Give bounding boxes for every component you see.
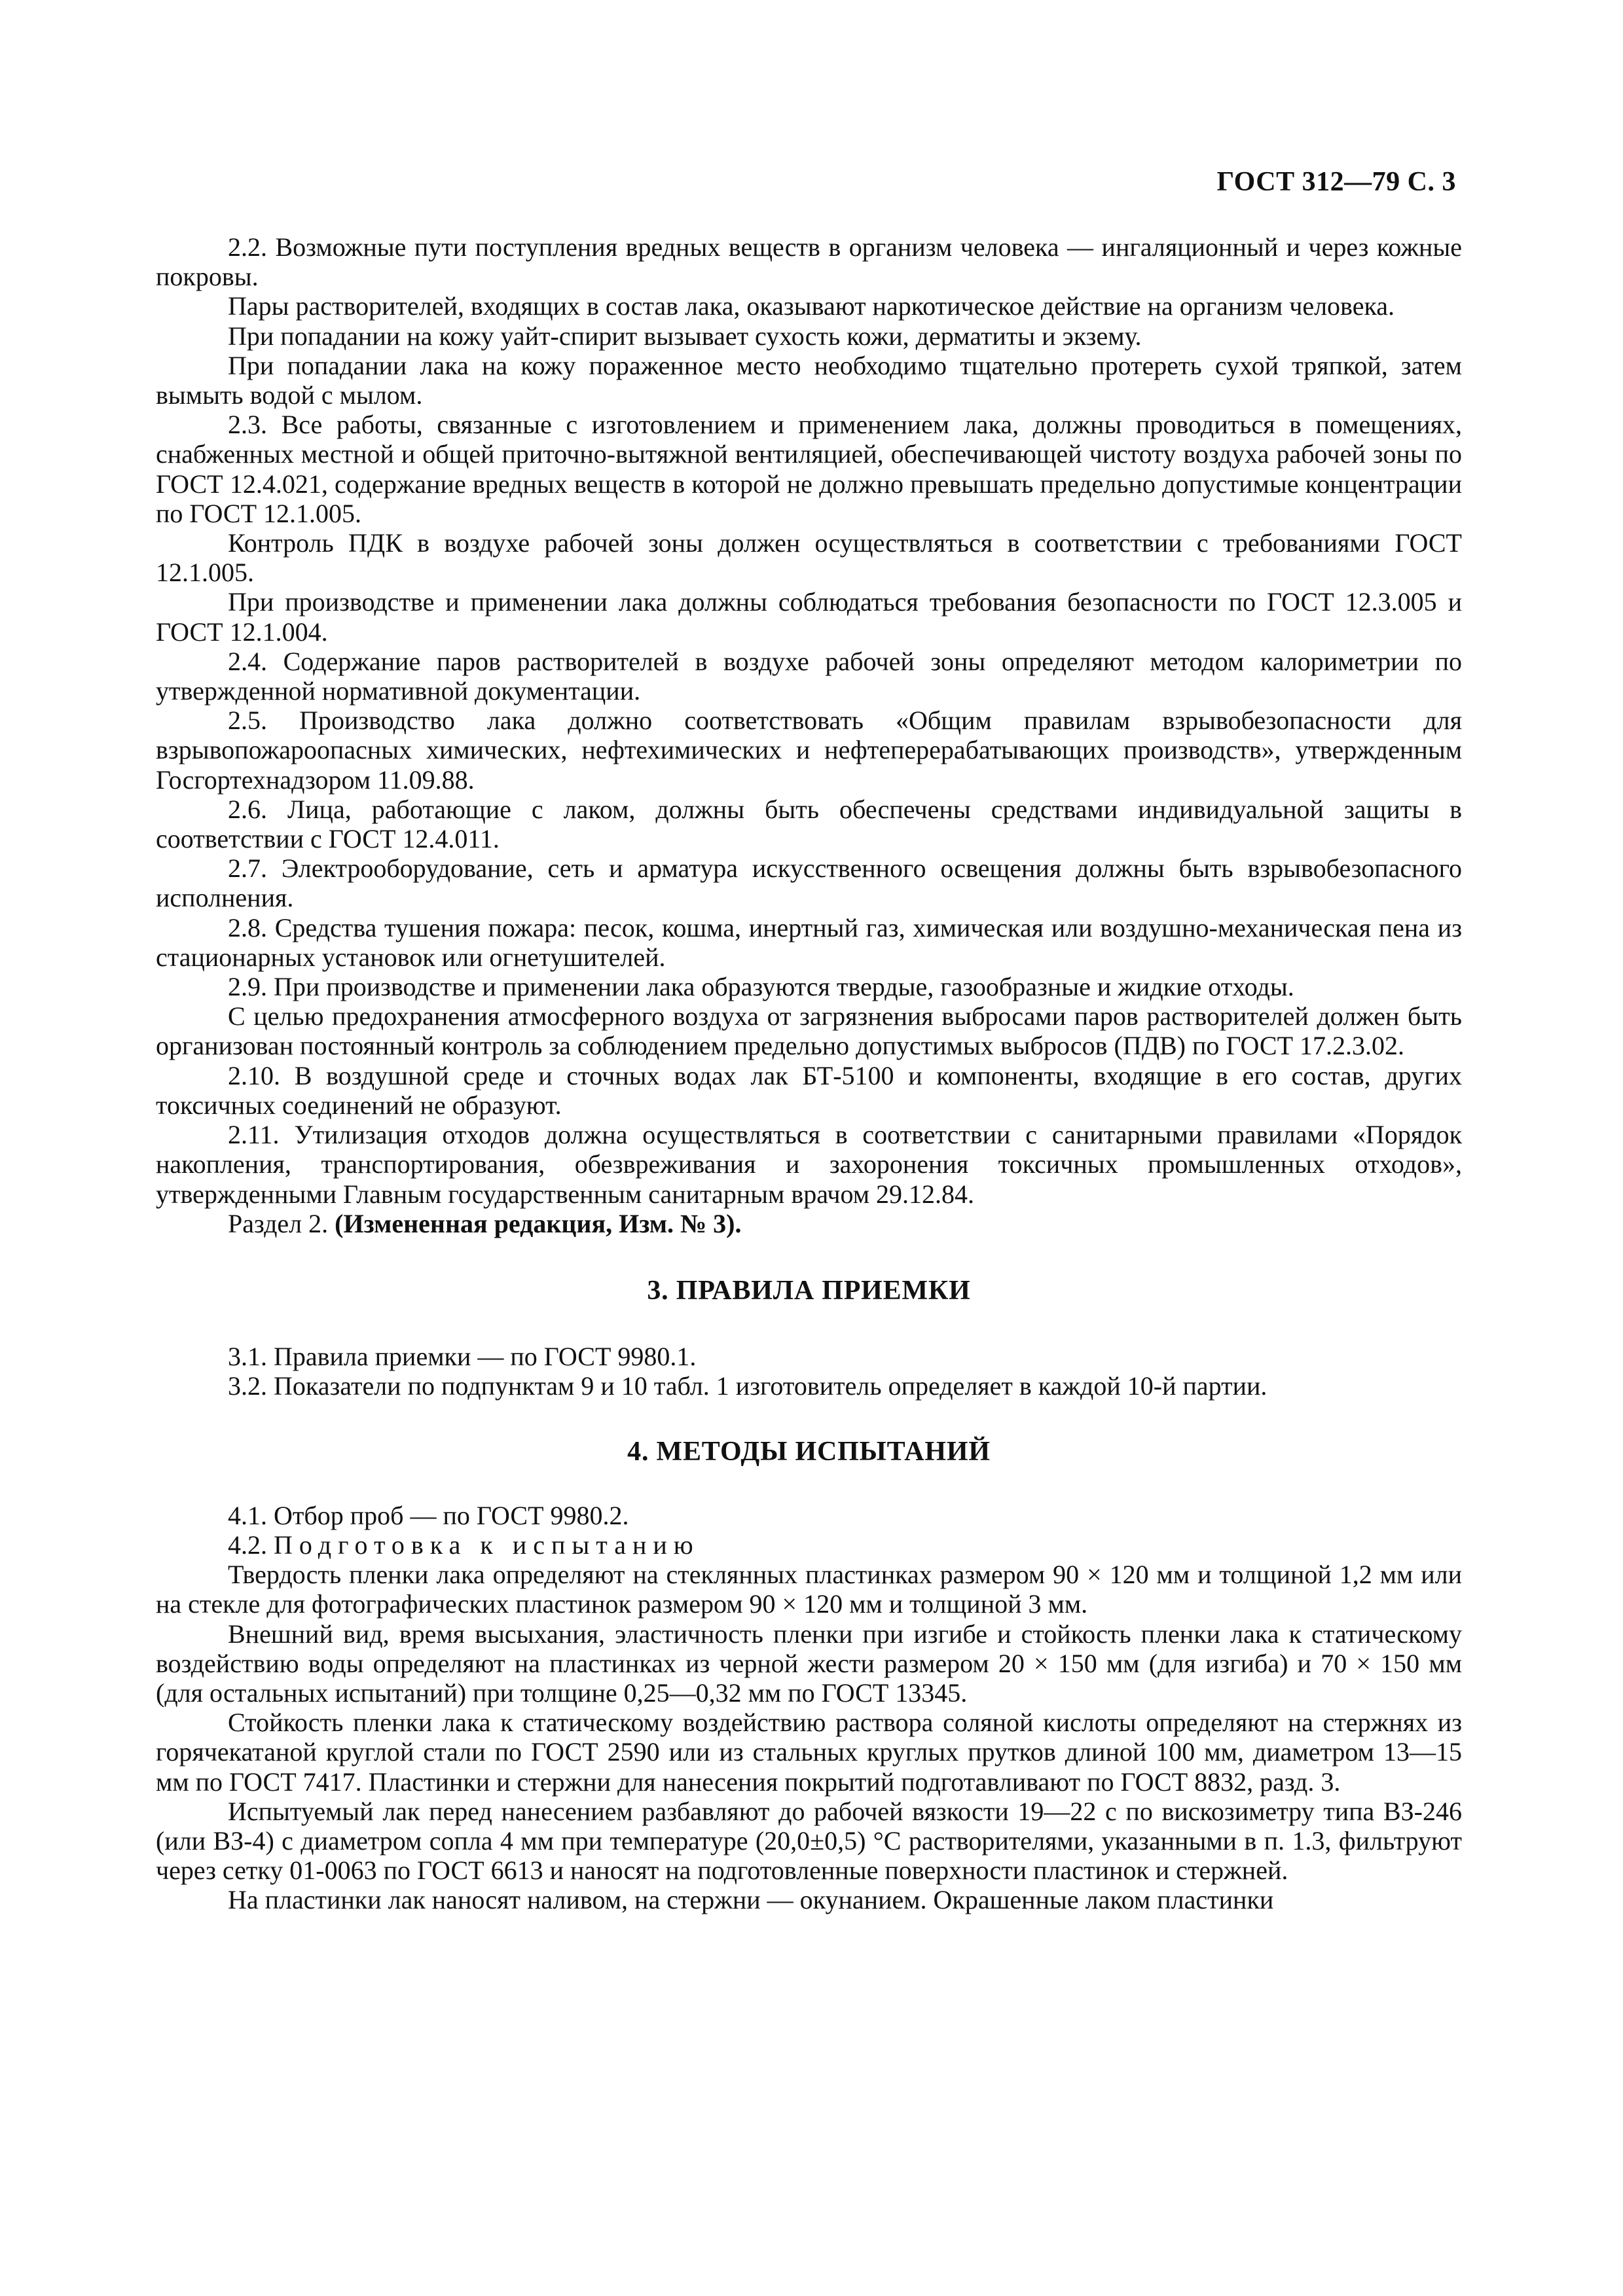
paragraph-2-2: 2.2. Возможные пути поступления вредных веществ в организм человека — ингаляционный и через кожные покровы. (156, 232, 1462, 292)
document-body (156, 232, 1462, 1915)
subsection-number: 4.2. (228, 1530, 274, 1560)
paragraph-3-2: 3.2. Показатели по подпунктам 9 и 10 табл. 1 изготовитель определяет в каждой 10-й партии. (228, 1371, 1267, 1401)
paragraph-2-11: 2.11. Утилизация отходов должна осуществляться в соответствии с санитарными правилами «Порядок накопления, транспортирования, обезвреживания и захоронения токсичных промышленных отходов», утвержденными Главным государственным санитарным врачом 29.12.84. (156, 1120, 1462, 1209)
paragraph: При производстве и применении лака должны соблюдаться требования безопасности по ГОСТ 12.3.005 и ГОСТ 12.1.004. (156, 587, 1462, 647)
paragraph: При попадании лака на кожу пораженное место необходимо тщательно протереть сухой тряпкой, затем вымыть водой с мылом. (156, 350, 1462, 410)
paragraph-4-1: 4.1. Отбор проб — по ГОСТ 9980.2. (228, 1500, 629, 1530)
section-heading-4: 4. МЕТОДЫ ИСПЫТАНИЙ (627, 1436, 991, 1467)
paragraph: Испытуемый лак перед нанесением разбавляют до рабочей вязкости 19—22 с по вискозиметру типа ВЗ-246 (или ВЗ-4) с диаметром сопла 4 мм при температуре (20,0±0,5) °С растворителями, указанными в п. 1.3, фильтруют через сетку 01-0063 по ГОСТ 6613 и наносят на подготовленные поверхности пластинок и стержней. (156, 1796, 1462, 1886)
page-header: ГОСТ 312—79 С. 3 (1216, 167, 1456, 197)
paragraph-3-1: 3.1. Правила приемки — по ГОСТ 9980.1. (228, 1342, 697, 1372)
paragraph-2-5: 2.5. Производство лака должно соответствовать «Общим правилам взрывобезопасности для взрывопожароопасных химических, нефтехимических и нефтеперерабатывающих производств», утвержденным Госгортехнадзором 11.09.88. (156, 706, 1462, 795)
paragraph-2-8: 2.8. Средства тушения пожара: песок, кошма, инертный газ, химическая или воздушно-механическая пена из стационарных установок или огнетушителей. (156, 912, 1462, 972)
paragraph: На пластинки лак наносят наливом, на стержни — окунанием. Окрашенные лаком пластинки (228, 1885, 1274, 1915)
amendment-bold: (Измененная редакция, Изм. № 3). (335, 1208, 742, 1238)
paragraph: Твердость пленки лака определяют на стеклянных пластинках размером 90 × 120 мм и толщиной 1,2 мм или на стекле для фотографических пластинок размером 90 × 120 мм и толщиной 3 мм. (156, 1560, 1462, 1619)
amendment-label: Раздел 2. (228, 1208, 335, 1238)
paragraph: Пары растворителей, входящих в состав лака, оказывают наркотическое действие на организм человека. (228, 291, 1395, 321)
paragraph-2-7: 2.7. Электрооборудование, сеть и арматура искусственного освещения должны быть взрывобезопасного исполнения. (156, 853, 1462, 913)
paragraph: Контроль ПДК в воздухе рабочей зоны должен осуществляться в соответствии с требованиями ГОСТ 12.1.005. (156, 528, 1462, 588)
paragraph: С целью предохранения атмосферного воздуха от загрязнения выбросами паров растворителей должен быть организован постоянный контроль за соблюдением предельно допустимых выбросов (ПДВ) по ГОСТ 17.2.3.02. (156, 1001, 1462, 1061)
paragraph-2-4: 2.4. Содержание паров растворителей в воздухе рабочей зоны определяют методом калориметрии по утвержденной нормативной документации. (156, 646, 1462, 706)
paragraph-2-6: 2.6. Лица, работающие с лаком, должны быть обеспечены средствами индивидуальной защиты в соответствии с ГОСТ 12.4.011. (156, 794, 1462, 854)
paragraph-2-9: 2.9. При производстве и применении лака образуются твердые, газообразные и жидкие отходы. (228, 972, 1294, 1002)
paragraph-2-3: 2.3. Все работы, связанные с изготовлением и применением лака, должны проводиться в помещениях, снабженных местной и общей приточно-вытяжной вентиляцией, обеспечивающей чистоту воздуха рабочей зоны по ГОСТ 12.4.021, содержание вредных веществ в которой не должно превышать предельно допустимые концентрации по ГОСТ 12.1.005. (156, 410, 1462, 528)
paragraph: При попадании на кожу уайт-спирит вызывает сухость кожи, дерматиты и экзему. (228, 321, 1142, 351)
subsection-title-spaced: Подготовка к испытанию (274, 1530, 700, 1560)
paragraph: Внешний вид, время высыхания, эластичность пленки при изгибе и стойкость пленки лака к статическому воздействию воды определяют на пластинках из черной жести размером 20 × 150 мм (для изгиба) и 70 × 150 мм (для остальных испытаний) при толщине 0,25—0,32 мм по ГОСТ 13345. (156, 1619, 1462, 1708)
paragraph: Стойкость пленки лака к статическому воздействию раствора соляной кислоты определяют на стержнях из горячекатаной круглой стали по ГОСТ 2590 или из стальных круглых прутков длиной 100 мм, диаметром 13—15 мм по ГОСТ 7417. Пластинки и стержни для нанесения покрытий подготавливают по ГОСТ 8832, разд. 3. (156, 1708, 1462, 1797)
section-heading-3: 3. ПРАВИЛА ПРИЕМКИ (647, 1275, 971, 1306)
amendment-note (156, 1209, 1462, 1238)
paragraph-4-2 (156, 1530, 1462, 1560)
paragraph-2-10: 2.10. В воздушной среде и сточных водах лак БТ-5100 и компоненты, входящие в его состав, других токсичных соединений не образуют. (156, 1060, 1462, 1120)
